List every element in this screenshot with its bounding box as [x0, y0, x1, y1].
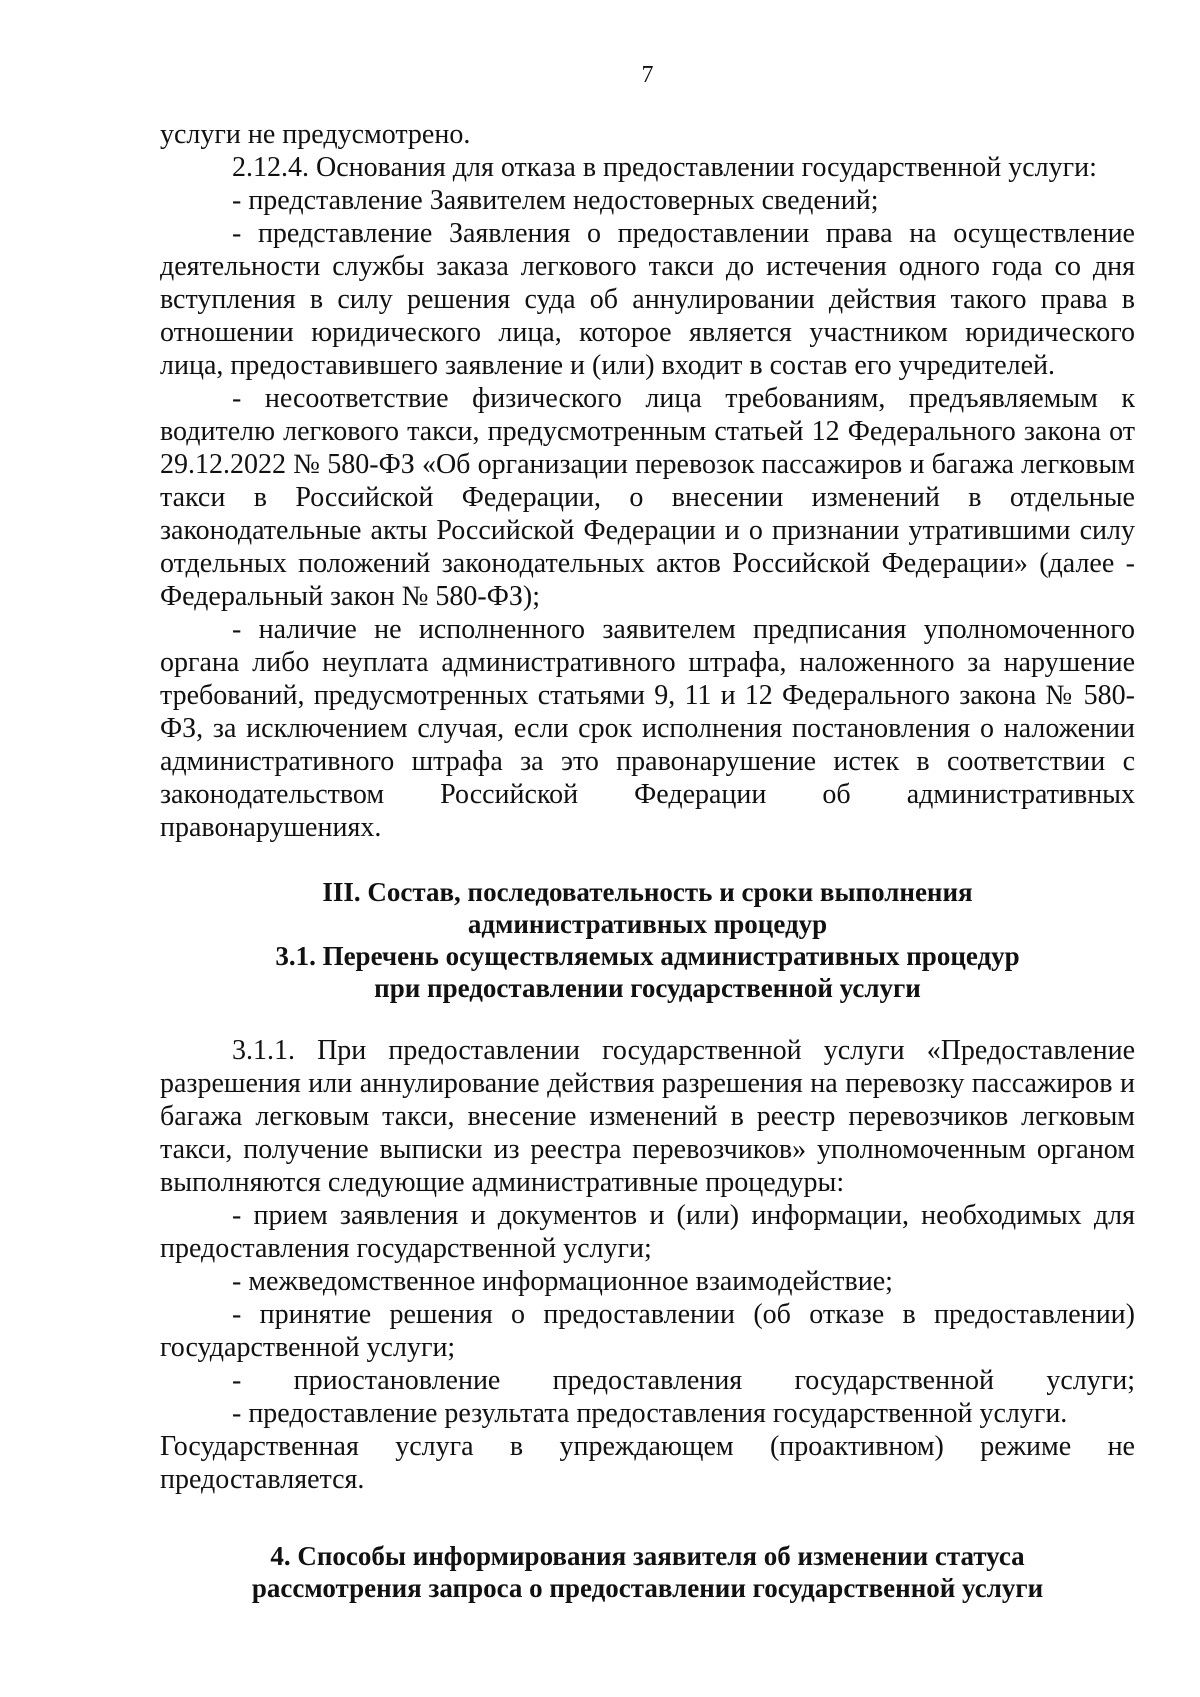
procedure-item-suspension: - приостановление предоставления государственной услуги;: [232, 1365, 1135, 1396]
list-item-unfulfilled-order: - наличие не исполненного заявителем предписания уполномоченного органа либо неуплата административного штрафа, наложенного за нарушение требований, предусмотренных статьями 9, 11 и 12 Федерального закона № 580-ФЗ, за исключением случая, если срок исполнения постановления о наложении административного штрафа за это правонарушение истек в соответствии с законодательством Российской Федерации об административных правонарушениях.: [160, 614, 1135, 843]
section-3-heading: [160, 876, 1135, 1004]
procedure-item-reception: - прием заявления и документов и (или) информации, необходимых для предоставления государственной услуги;: [160, 1200, 1135, 1264]
section-3-1-title-line-2: при предоставлении государственной услуги: [374, 973, 921, 1003]
list-item-application-before-year: - представление Заявления о предоставлении права на осуществление деятельности службы заказа легкового такси до истечения одного года со дня вступления в силу решения суда об аннулировании действия такого права в отношении юридического лица, которое является участником юридического лица, предоставившего заявление и (или) входит в состав его учредителей.: [160, 218, 1135, 381]
procedures-block: [160, 1034, 1135, 1496]
section-4-title-line-2: рассмотрения запроса о предоставлении государственной услуги: [251, 1573, 1044, 1603]
section-3-1-title-line-1: 3.1. Перечень осуществляемых административных процедур: [275, 941, 1020, 971]
document-page: [160, 60, 1135, 1604]
page-number: 7: [641, 62, 654, 88]
paragraph-2-12-4: 2.12.4. Основания для отказа в предоставлении государственной услуги:: [232, 152, 1097, 183]
procedure-item-decision: - принятие решения о предоставлении (об отказе в предоставлении) государственной услуги;: [160, 1299, 1135, 1363]
procedure-item-result: - предоставление результата предоставления государственной услуги.: [232, 1398, 1068, 1429]
paragraph-3-1-1: 3.1.1. При предоставлении государственной услуги «Предоставление разрешения или аннулирование действия разрешения на перевозку пассажиров и багажа легковым такси, внесение изменений в реестр перевозчиков легковым такси, получение выписки из реестра перевозчиков» уполномоченным органом выполняются следующие административные процедуры:: [160, 1035, 1135, 1198]
section-3-title-line-2: административных процедур: [467, 909, 828, 939]
paragraph-continuation: услуги не предусмотрено.: [160, 119, 471, 150]
procedure-item-interagency: - межведомственное информационное взаимодействие;: [232, 1266, 893, 1297]
refusal-grounds-block: [160, 118, 1135, 844]
section-3-title-line-1: III. Состав, последовательность и сроки выполнения: [322, 877, 973, 907]
paragraph-proactive-mode: Государственная услуга в упреждающем (проактивном) режиме не предоставляется.: [160, 1431, 1135, 1495]
list-item-driver-requirements: - несоответствие физического лица требованиям, предъявляемым к водителю легкового такси, предусмотренным статьей 12 Федерального закона от 29.12.2022 № 580-ФЗ «Об организации перевозок пассажиров и багажа легковым такси в Российской Федерации, о внесении изменений в отдельные законодательные акты Российской Федерации и о признании утратившими силу отдельных положений законодательных актов Российской Федерации» (далее - Федеральный закон № 580-ФЗ);: [160, 383, 1135, 612]
section-4-title-line-1: 4. Способы информирования заявителя об изменении статуса: [270, 1541, 1025, 1571]
list-item-unreliable-info: - представление Заявителем недостоверных сведений;: [232, 185, 879, 216]
section-4-heading: [160, 1540, 1135, 1604]
